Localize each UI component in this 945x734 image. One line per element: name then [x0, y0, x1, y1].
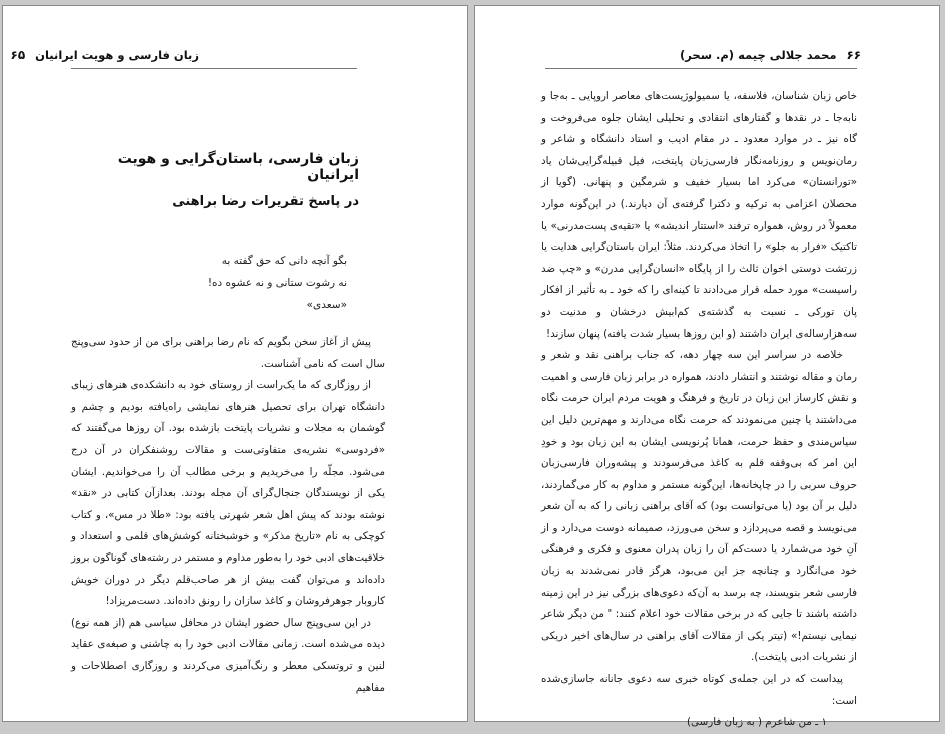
left-header-rule	[71, 68, 357, 69]
right-page-number: ۶۶	[846, 48, 862, 62]
paragraph: خلاصه در سراسر این سه چهار دهه، که جناب براهنی نقد و شعر و رمان و مقاله نوشتند و انتشار دادند، همواره در برابر زبان فارسی و اهمیت و نقش کارساز این زبان در تاریخ و فرهنگ و هویت مردم ایران حرمت نگاه می‌داشتند یا چنین می‌نمودند که حرمت نگاه می‌دارند و مهم‌ترین دلیل این سیاس‌مندی و حفظ حرمت، همانا پُرنویسی ایشان به این زبان بود و خودِ این امر که بی‌وقفه قلم به کاغذ می‌فرسودند و پیشه‌وران فارسی‌زبان حروف سربی را در چاپخانه‌ها، این‌گونه مستمر و مداوم به کار می‌گماردند، دلیل بر آن بود (یا می‌توانست بود) که آقای براهنی زبانی را که به آن شعر می‌نویسد و قصه می‌پردازد و سخن می‌ورزد، صمیمانه دوست می‌دارد و از آنِ خود می‌شمارد یا دست‌کم آن را زبان پدران معنوی و فکری و فرهنگی خود می‌انگارد و چنانچه جز این می‌بود، هرگز قادر نمی‌شدند به زبان فارسی شعر بنویسند، چه برسد به آن‌که دعوی‌های بزرگی نیز در این زمینه داشته باشند تا جایی که در برخی مقالات خود اعلام کنند: " من دیگر شاعر نیمایی نیستم!» (تیتر یکی از مقالات آقای براهنی در سال‌های اخیر دریکی از نشریات ادبی پایتخت).	[541, 349, 857, 664]
paragraph: پیداست که در این جمله‌ی کوتاه خبری سه دعوی جانانه جاسازی‌شده است:	[541, 673, 857, 707]
left-running-head	[11, 48, 199, 62]
verse-attribution: «سعدی»	[306, 299, 347, 311]
right-page	[474, 5, 940, 729]
epigraph-verse	[127, 250, 347, 316]
paragraph: در این سی‌وپنج سال حضور ایشان در محافل سیاسی هم (از همه نوع) دیده می‌شده است. زمانی مقالات ادبی خود را به چاشنی و صبغه‌ی عقاید لنین و تروتسکی معطر و رنگ‌آمیزی می‌کردند و روزگاری اصطلاحات و مفاهیم	[71, 616, 385, 694]
article-title: زبان فارسی، باستان‌گرایی و هویت ایرانیان	[117, 151, 359, 183]
list-item: ۱ ـ من شاعرم ( به زبان فارسی)	[687, 716, 827, 729]
right-running-head	[680, 48, 861, 62]
paragraph: پیش از آغاز سخن بگویم که نام رضا براهنی برای من از حدود سی‌وپنج سال است که نامی آشناست.	[71, 336, 385, 370]
left-page-number: ۶۵	[10, 48, 26, 62]
verse-line-2: نه رشوت ستانی و نه عشوه ده!	[207, 277, 347, 289]
verse-line-1: بگو آنچه دانی که حق گفته به	[221, 255, 347, 267]
right-running-title: محمد جلالی چیمه (م. سحر)	[680, 48, 837, 62]
right-body-text	[541, 86, 857, 734]
article-subtitle: در پاسخ تقریرات رضا براهنی	[172, 194, 359, 209]
paragraph: خاص زبان شناسان، فلاسفه، یا سمیولوژیست‌های معاصر اروپایی ـ به‌جا و نابه‌جا ـ در نقدها و گفتارهای انتقادی و تحلیلی ایشان جلوه می‌فروخت و گاه نیز ـ در موارد معدود ـ در مقام ادیب و استاد دانشگاه و شاعر و رمان‌نویس و روزنامه‌نگار فارسی‌زبان پایتخت، فیل قبیله‌گرایی‌شان یاد «تورانستان» می‌کرد اما بسیار خفیف و شرمگین و پنهانی. (گویا از محصلان اعزامی به ترکیه و دکترا گرفته‌ی آن دیارند.) در این‌گونه موارد معمولاً در روش، همواره ترفند «استتار اندیشه» یا «تقیه‌ی پست‌مدرنی» یا تاکتیک «فرار به جلو» را اتخاذ می‌کردند. مثلاً: ایران باستان‌گرایی هدایت یا زرتشت دوستی اخوان ثالث را از پایگاه «انسان‌گرایی مدرن» و «چپ ضد راسیست» مورد حمله قرار می‌دادند تا کینه‌ای را که خود ـ به تأثیر از افکار پان تورکی ـ نسبت به گذشته‌ی کم‌ابیش درخشان و مدنیت دو سه‌هزارساله‌ی ایران داشتند (و این روزها بسیار شدت یافته) پنهان سازند!	[541, 90, 857, 340]
paragraph: از روزگاری که ما یک‌راست از روستای خود به دانشکده‌ی هنرهای زیبای دانشگاه تهران برای تحصیل هنرهای نمایشی راه‌یافته بودیم و چشم و گوشمان به مجلات و نشریات پایتخت بازشده بود. آن روزها می‌گفتند که «فردوسی» نشریه‌ی متفاوتی‌ست و مقالات روشنفکران در آن درج می‌شود. مجلّه را می‌خریدیم و برخی مطالب آن را می‌خواندیم. ایشان یکی از نویسندگان جنجال‌گرای آن مجله بودند. بعدازآن کتابی در «نقد» نوشته بودند که پیش اهل شعر شهرتی یافته بود: «طلا در مس»، و کتاب کوچکی به نام «تاریخ مذکر» و خوشبختانه کوشش‌های قلمی و استعداد و خلاقیت‌های ادبی خود را به‌طور مداوم و مستمر در رشته‌های گوناگون بروز داده‌اند و می‌توان گفت بیش از هر صاحب‌قلم دیگر در دوران خویش کاروبار جوهرفروشان و کاغذ سازان را رونق داده‌اند. دست‌مریزاد!	[71, 379, 385, 608]
right-header-rule	[545, 68, 857, 69]
left-page	[2, 5, 468, 722]
left-running-title: زبان فارسی و هویت ایرانیان	[35, 48, 199, 62]
left-body-text	[71, 332, 385, 699]
